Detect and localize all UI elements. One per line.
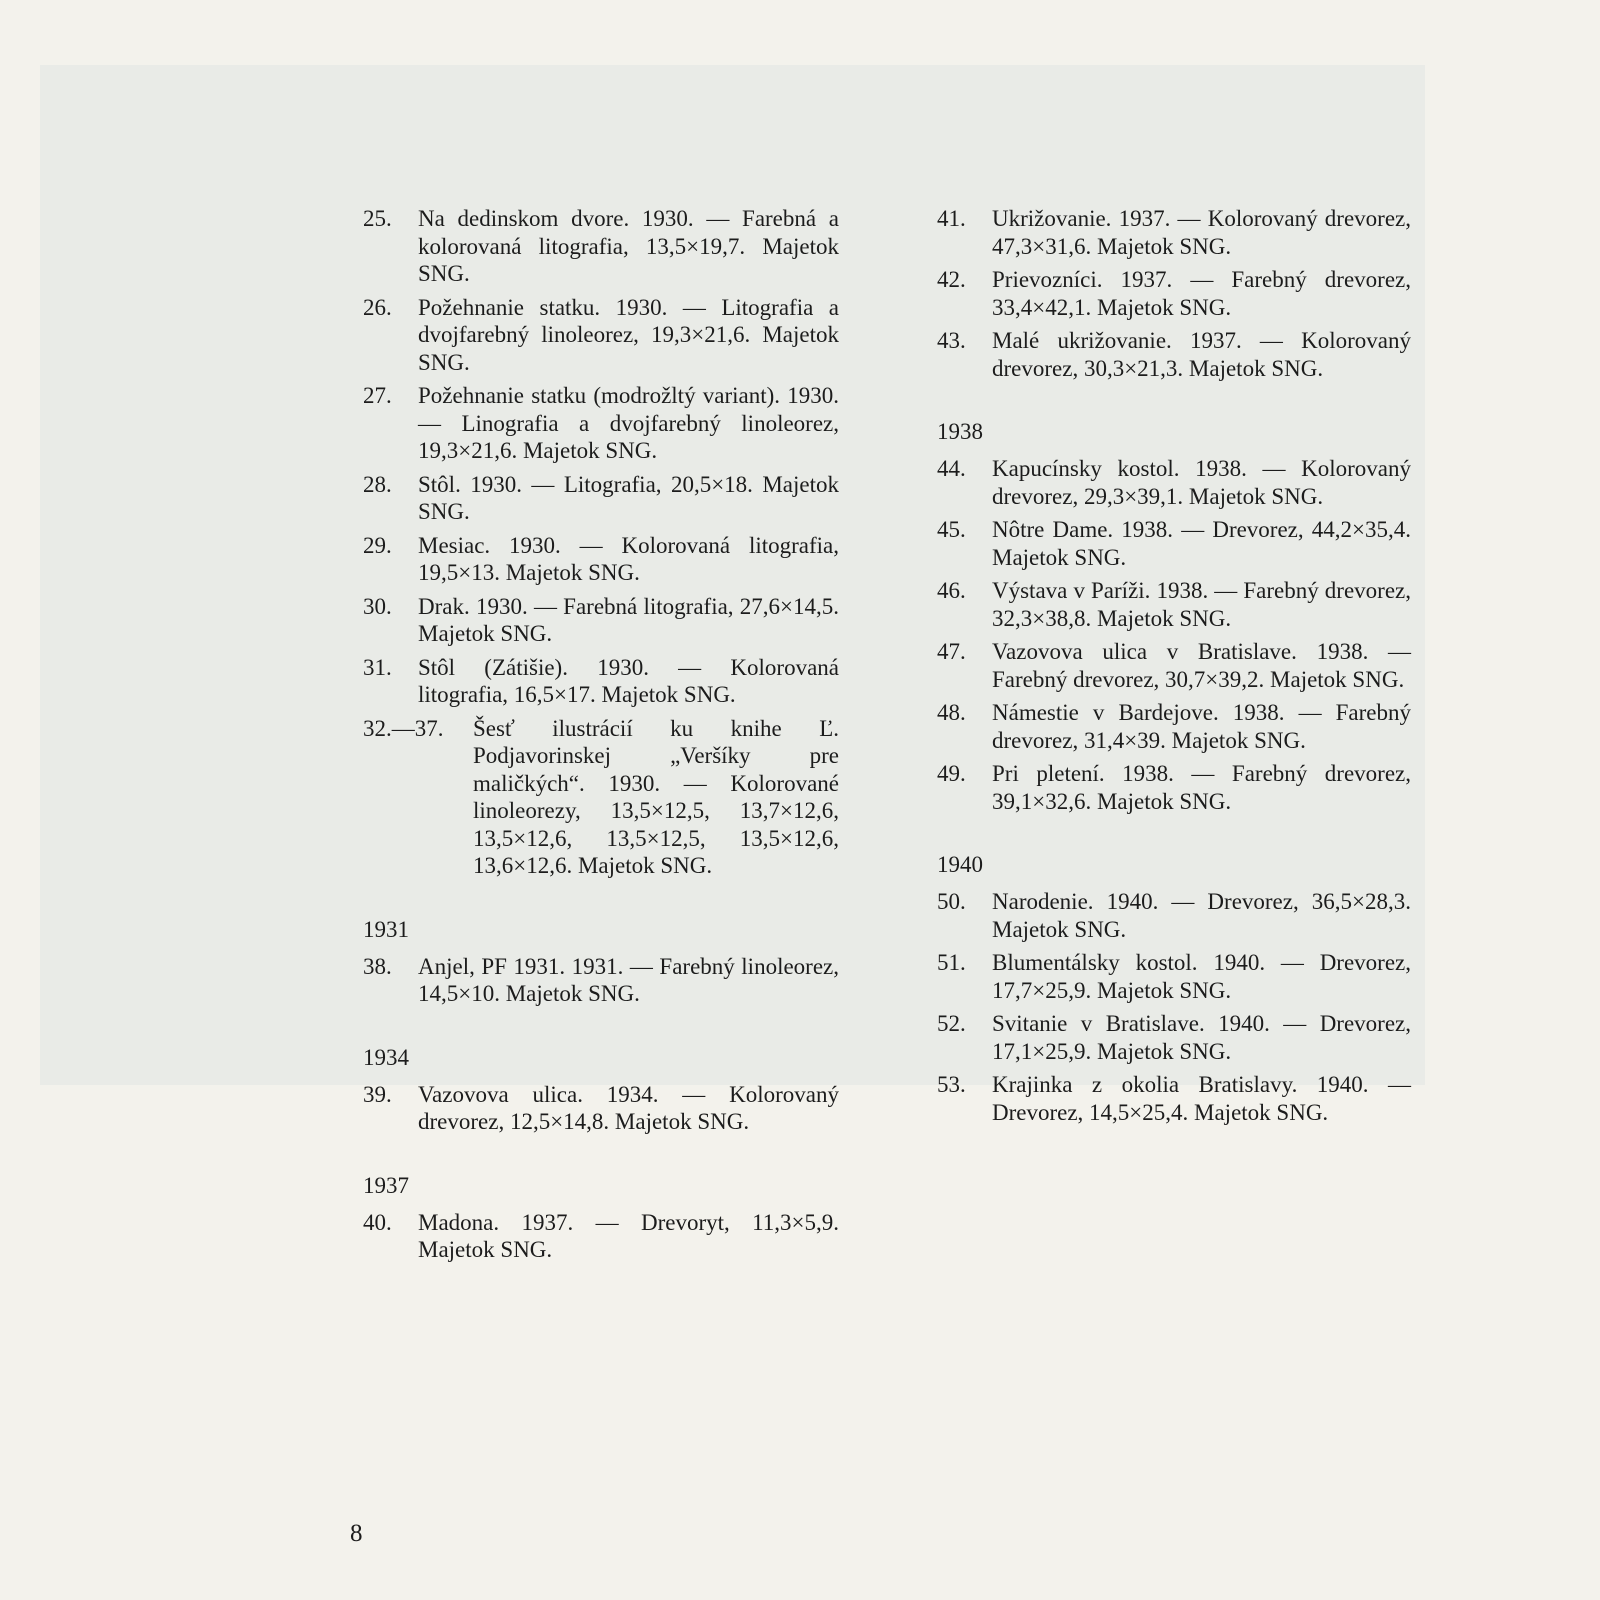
catalog-entry	[363, 205, 839, 288]
catalog-entry	[937, 638, 1411, 693]
entry-number: 29.	[363, 532, 392, 558]
catalog-entry	[937, 699, 1411, 754]
entry-number: 46.	[937, 578, 966, 603]
entry-text: Vazovova ulica. 1934. — Kolorovaný drevorez, 12,5×14,8. Majetok SNG.	[418, 1081, 839, 1134]
entry-text: Kapucínsky kostol. 1938. — Kolorovaný drevorez, 29,3×39,1. Majetok SNG.	[992, 456, 1411, 509]
entry-number: 32.—37.	[363, 715, 444, 741]
catalog-right-column	[937, 205, 1411, 1132]
entry-text: Výstava v Paríži. 1938. — Farebný drevorez, 32,3×38,8. Majetok SNG.	[992, 578, 1411, 631]
entry-text: Madona. 1937. — Drevoryt, 11,3×5,9. Majetok SNG.	[418, 1209, 839, 1262]
catalog-entry	[363, 715, 839, 880]
entry-number: 27.	[363, 383, 392, 408]
entry-number: 40.	[363, 1209, 392, 1235]
entry-number: 49.	[937, 761, 966, 786]
entry-number: 42.	[937, 267, 966, 292]
catalog-entry	[363, 654, 839, 709]
catalog-entry	[363, 953, 839, 1008]
entry-number: 38.	[363, 953, 392, 979]
entry-number: 48.	[937, 700, 966, 725]
entry-text: Drak. 1930. — Farebná litografia, 27,6×14,5. Majetok SNG.	[418, 593, 839, 646]
entry-number: 50.	[937, 889, 966, 914]
entry-text: Malé ukrižovanie. 1937. — Kolorovaný drevorez, 30,3×21,3. Majetok SNG.	[992, 328, 1411, 381]
entry-number: 30.	[363, 593, 392, 619]
entry-text: Stôl. 1930. — Litografia, 20,5×18. Majetok SNG.	[418, 471, 839, 524]
catalog-entry	[937, 888, 1411, 943]
entry-number: 28.	[363, 471, 392, 497]
entry-number: 25.	[363, 206, 392, 231]
entry-text: Mesiac. 1930. — Kolorovaná litografia, 19,5×13. Majetok SNG.	[418, 532, 839, 585]
catalog-entry	[363, 532, 839, 587]
catalog-entry	[937, 1010, 1411, 1065]
catalog-entry	[937, 1071, 1411, 1126]
entry-text: Narodenie. 1940. — Drevorez, 36,5×28,3. Majetok SNG.	[992, 889, 1411, 942]
catalog-entry	[363, 382, 839, 465]
catalog-entry	[363, 1209, 839, 1264]
entry-number: 43.	[937, 328, 966, 353]
catalog-entry	[937, 760, 1411, 815]
year-heading: 1937	[363, 1172, 409, 1198]
entry-number: 47.	[937, 639, 966, 664]
catalog-entry	[363, 471, 839, 526]
entry-text: Prievozníci. 1937. — Farebný drevorez, 33,4×42,1. Majetok SNG.	[992, 267, 1411, 320]
entry-number: 31.	[363, 654, 392, 680]
year-heading: 1938	[937, 419, 983, 444]
entry-text: Nôtre Dame. 1938. — Drevorez, 44,2×35,4. Majetok SNG.	[992, 517, 1411, 570]
entry-number: 41.	[937, 206, 966, 231]
entry-text: Stôl (Zátišie). 1930. — Kolorovaná litografia, 16,5×17. Majetok SNG.	[418, 654, 839, 707]
entry-text: Pri pletení. 1938. — Farebný drevorez, 39,1×32,6. Majetok SNG.	[992, 761, 1411, 814]
year-heading: 1940	[937, 852, 983, 877]
entry-text: Svitanie v Bratislave. 1940. — Drevorez, 17,1×25,9. Majetok SNG.	[992, 1011, 1411, 1064]
entry-text: Krajinka z okolia Bratislavy. 1940. — Drevorez, 14,5×25,4. Majetok SNG.	[992, 1072, 1411, 1125]
catalog-left-column	[363, 205, 839, 1270]
catalog-entry	[937, 327, 1411, 382]
catalog-entry	[937, 455, 1411, 510]
catalog-entry	[937, 516, 1411, 571]
catalog-entry	[363, 593, 839, 648]
entry-number: 45.	[937, 517, 966, 542]
catalog-entry	[937, 577, 1411, 632]
entry-number: 26.	[363, 294, 392, 320]
entry-text: Anjel, PF 1931. 1931. — Farebný linoleorez, 14,5×10. Majetok SNG.	[418, 953, 839, 1006]
year-heading: 1931	[363, 916, 409, 942]
page-number: 8	[350, 1520, 363, 1547]
entry-number: 51.	[937, 950, 966, 975]
entry-text: Šesť ilustrácií ku knihe Ľ. Podjavorinskej „Veršíky pre maličkých“. 1930. — Kolorované linoleorezy, 13,5×12,5, 13,7×12,6, 13,5×12,6, 13,5×12,5, 13,5×12,6, 13,6×12,6. Majetok SNG.	[473, 715, 839, 878]
entry-number: 52.	[937, 1011, 966, 1036]
catalog-entry	[937, 266, 1411, 321]
entry-number: 44.	[937, 456, 966, 481]
catalog-entry	[937, 205, 1411, 260]
year-heading: 1934	[363, 1044, 409, 1070]
entry-text: Ukrižovanie. 1937. — Kolorovaný drevorez, 47,3×31,6. Majetok SNG.	[992, 206, 1411, 259]
entry-text: Požehnanie statku. 1930. — Litografia a dvojfarebný linoleorez, 19,3×21,6. Majetok SNG.	[418, 294, 839, 375]
entry-text: Námestie v Bardejove. 1938. — Farebný drevorez, 31,4×39. Majetok SNG.	[992, 700, 1411, 753]
entry-text: Blumentálsky kostol. 1940. — Drevorez, 17,7×25,9. Majetok SNG.	[992, 950, 1411, 1003]
entry-number: 53.	[937, 1072, 966, 1097]
entry-text: Na dedinskom dvore. 1930. — Farebná a kolorovaná litografia, 13,5×19,7. Majetok SNG.	[418, 206, 839, 286]
catalog-entry	[363, 1081, 839, 1136]
entry-number: 39.	[363, 1081, 392, 1107]
catalog-entry	[363, 294, 839, 377]
catalog-entry	[937, 949, 1411, 1004]
entry-text: Vazovova ulica v Bratislave. 1938. — Farebný drevorez, 30,7×39,2. Majetok SNG.	[992, 639, 1411, 692]
entry-text: Požehnanie statku (modrožltý variant). 1930. — Linografia a dvojfarebný linoleorez, 19,3×21,6. Majetok SNG.	[418, 383, 839, 463]
